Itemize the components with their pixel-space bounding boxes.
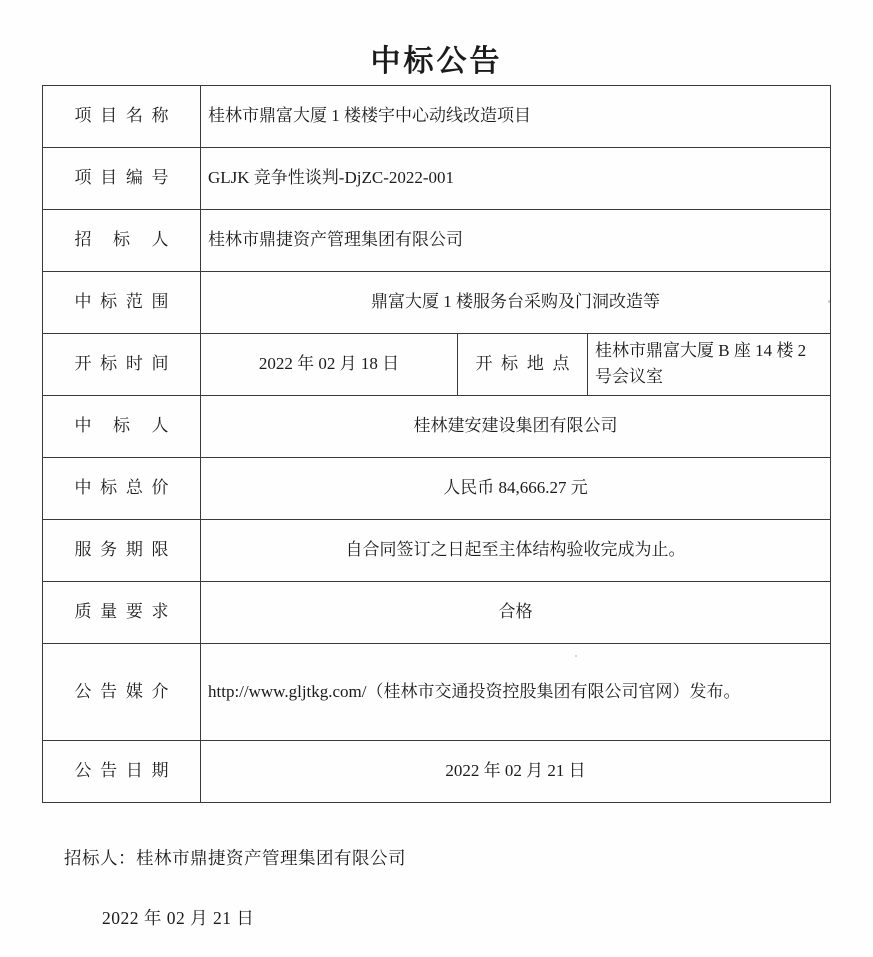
- row-value-award-scope: 鼎富大厦 1 楼服务台采购及门洞改造等: [201, 272, 831, 334]
- table-row: [43, 395, 831, 457]
- row-label-announcement-date: 公告日期: [43, 740, 201, 802]
- table-row: [43, 86, 831, 148]
- row-label-project-name: 项目名称: [43, 86, 201, 148]
- row-label-bid-opening-time: 开标时间: [43, 334, 201, 396]
- document-title: 中标公告: [370, 45, 503, 78]
- row-value-project-name: 桂林市鼎富大厦 1 楼楼宇中心动线改造项目: [201, 86, 831, 148]
- row-value-announcement-media: http://www.gljtkg.com/（桂林市交通投资控股集团有限公司官网）发布。: [201, 643, 831, 740]
- row-label-award-scope: 中标范围: [43, 272, 201, 334]
- award-announcement-table: [42, 85, 831, 803]
- table-row: [43, 643, 831, 740]
- row-label-project-number: 项目编号: [43, 148, 201, 210]
- row-value-tenderer: 桂林市鼎捷资产管理集团有限公司: [201, 210, 831, 272]
- row-label-total-price: 中标总价: [43, 457, 201, 519]
- table-row: [43, 740, 831, 802]
- row-value-service-period: 自合同签订之日起至主体结构验收完成为止。: [201, 519, 831, 581]
- row-label-announcement-media: 公告媒介: [43, 643, 201, 740]
- row-value-total-price: 人民币 84,666.27 元: [201, 457, 831, 519]
- row-label-bid-opening-place: 开标地点: [458, 334, 588, 396]
- table-row: [43, 457, 831, 519]
- table-row: [43, 519, 831, 581]
- row-value-winner: 桂林建安建设集团有限公司: [201, 395, 831, 457]
- table-row: [43, 210, 831, 272]
- table-row: [43, 334, 831, 396]
- row-label-winner: 中标人: [43, 395, 201, 457]
- row-label-service-period: 服务期限: [43, 519, 201, 581]
- table-row: [43, 272, 831, 334]
- row-label-quality-requirement: 质量要求: [43, 581, 201, 643]
- table-row: [43, 581, 831, 643]
- table-row: [43, 148, 831, 210]
- row-value-project-number: GLJK 竞争性谈判-DjZC-2022-001: [201, 148, 831, 210]
- row-label-tenderer: 招标人: [43, 210, 201, 272]
- row-value-announcement-date: 2022 年 02 月 21 日: [201, 740, 831, 802]
- row-value-bid-opening-time: 2022 年 02 月 18 日: [201, 334, 458, 396]
- footer-date-line: 2022 年 02 月 21 日: [102, 908, 255, 928]
- row-value-bid-opening-place: 桂林市鼎富大厦 B 座 14 楼 2 号会议室: [588, 334, 831, 396]
- row-value-quality-requirement: 合格: [201, 581, 831, 643]
- footer-tenderer-line: 招标人：桂林市鼎捷资产管理集团有限公司: [64, 848, 406, 868]
